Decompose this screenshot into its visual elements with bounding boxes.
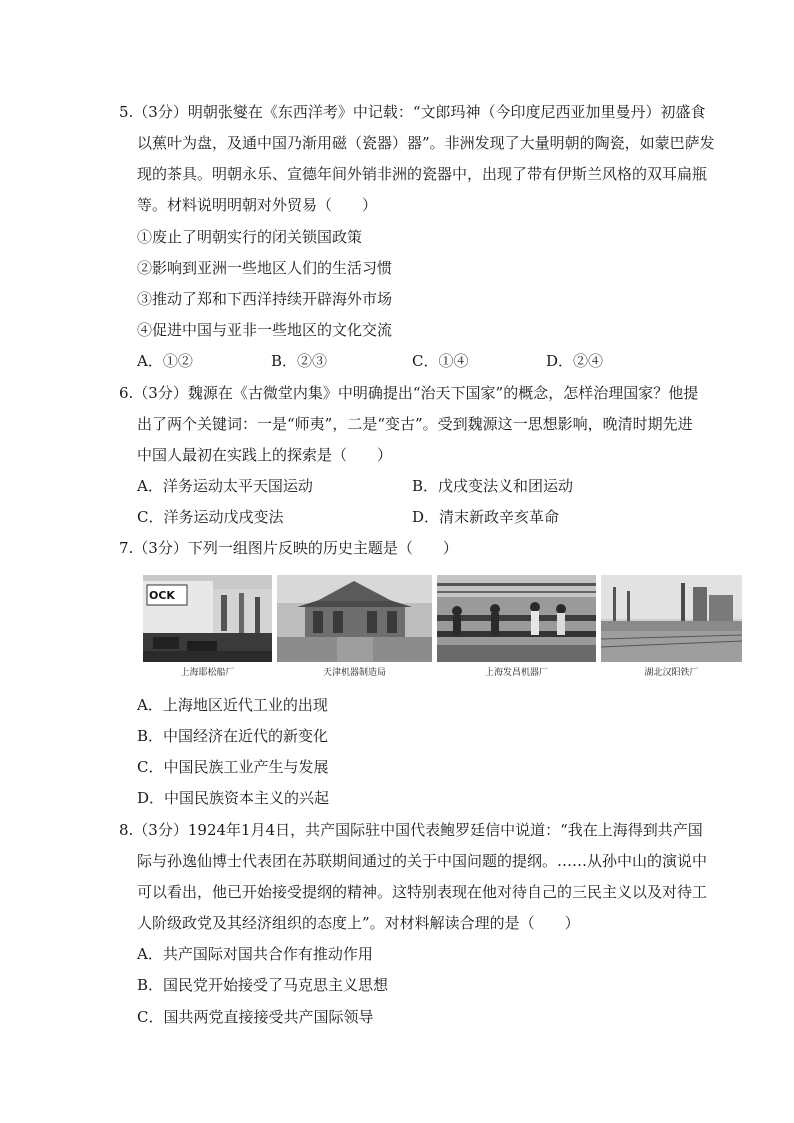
question-6-stem-line-1: 6.（3分）魏源在《古微堂内集》中明确提出“治天下国家”的概念，怎样治理国家？他提 bbox=[119, 384, 699, 402]
photo-machine-factory bbox=[437, 575, 596, 662]
question-5-statement-3: ③推动了郑和下西洋持续开辟海外市场 bbox=[137, 290, 393, 308]
question-5-statement-4: ④促进中国与亚非一些地区的文化交流 bbox=[137, 321, 393, 339]
question-7-choice-a[interactable]: A．上海地区近代工业的出现 bbox=[137, 696, 328, 714]
question-6-choice-b[interactable]: B．戊戌变法义和团运动 bbox=[412, 477, 574, 495]
question-5-stem-line-4: 等。材料说明明朝对外贸易（ ） bbox=[137, 196, 378, 214]
question-6-choice-d[interactable]: D．清末新政辛亥革命 bbox=[412, 508, 560, 526]
question-5-stem-line-2: 以蕉叶为盘，及通中国乃渐用磁（瓷器）器”。非洲发现了大量明朝的陶瓷，如蒙巴萨发 bbox=[137, 134, 715, 152]
question-6-choice-c[interactable]: C．洋务运动戊戌变法 bbox=[137, 508, 284, 526]
question-5-stem-line-3: 现的茶具。明朝永乐、宣德年间外销非洲的瓷器中，出现了带有伊斯兰风格的双耳扁瓶 bbox=[137, 165, 708, 183]
question-8-stem-line-1: 8.（3分）1924年1月4日，共产国际驻中国代表鲍罗廷信中说道：“我在上海得到共产国 bbox=[119, 821, 703, 839]
photo-arsenal bbox=[277, 575, 432, 662]
question-5-stem-line-1: 5.（3分）明朝张燮在《东西洋考》中记载：“文郎玛神（今印度尼西亚加里曼丹）初盛食 bbox=[119, 103, 706, 121]
question-7-choice-c[interactable]: C．中国民族工业产生与发展 bbox=[137, 758, 329, 776]
question-6-stem-line-3: 中国人最初在实践上的探索是（ ） bbox=[137, 446, 393, 464]
question-7-stem: 7.（3分）下列一组图片反映的历史主题是（ ） bbox=[119, 539, 458, 557]
question-7-choice-b[interactable]: B．中国经济在近代的新变化 bbox=[137, 727, 329, 745]
question-5-statement-2: ②影响到亚洲一些地区人们的生活习惯 bbox=[137, 259, 393, 277]
question-7-choice-d[interactable]: D．中国民族资本主义的兴起 bbox=[137, 789, 330, 807]
question-5-statement-1: ①废止了明朝实行的闭关锁国政策 bbox=[137, 228, 363, 246]
question-8-stem-line-2: 际与孙逸仙博士代表团在苏联期间通过的关于中国问题的提纲。……从孙中山的演说中 bbox=[137, 852, 708, 870]
photo-machine-factory-caption: 上海发昌机器厂 bbox=[484, 668, 548, 678]
question-8-stem-line-3: 可以看出，他已开始接受提纲的精神。这特别表现在他对待自己的三民主义以及对待工 bbox=[137, 883, 708, 901]
question-8-choice-b[interactable]: B．国民党开始接受了马克思主义思想 bbox=[137, 976, 389, 994]
photo-ironworks bbox=[601, 575, 742, 662]
question-5-choice-b[interactable]: B．②③ bbox=[271, 352, 328, 370]
question-5-choice-c[interactable]: C．①④ bbox=[412, 352, 469, 370]
photo-shipyard bbox=[143, 575, 272, 662]
question-6-stem-line-2: 出了两个关键词：一是“师夷”，二是“变古”。受到魏源这一思想影响，晚清时期先进 bbox=[137, 415, 693, 433]
question-6-choice-a[interactable]: A．洋务运动太平天国运动 bbox=[137, 477, 313, 495]
question-5-choice-d[interactable]: D．②④ bbox=[546, 352, 604, 370]
question-8-stem-line-4: 人阶级政党及其经济组织的态度上”。对材料解读合理的是（ ） bbox=[137, 914, 580, 932]
photo-shipyard-caption: 上海耶松船厂 bbox=[180, 668, 235, 678]
question-8-choice-a[interactable]: A．共产国际对国共合作有推动作用 bbox=[137, 945, 373, 963]
question-5-choice-a[interactable]: A．①② bbox=[137, 352, 193, 370]
photo-ironworks-caption: 湖北汉阳铁厂 bbox=[644, 668, 699, 678]
photo-arsenal-caption: 天津机器制造局 bbox=[322, 668, 386, 678]
question-8-choice-c[interactable]: C．国共两党直接接受共产国际领导 bbox=[137, 1008, 374, 1026]
photo-shipyard-sign: OCK bbox=[149, 589, 175, 602]
